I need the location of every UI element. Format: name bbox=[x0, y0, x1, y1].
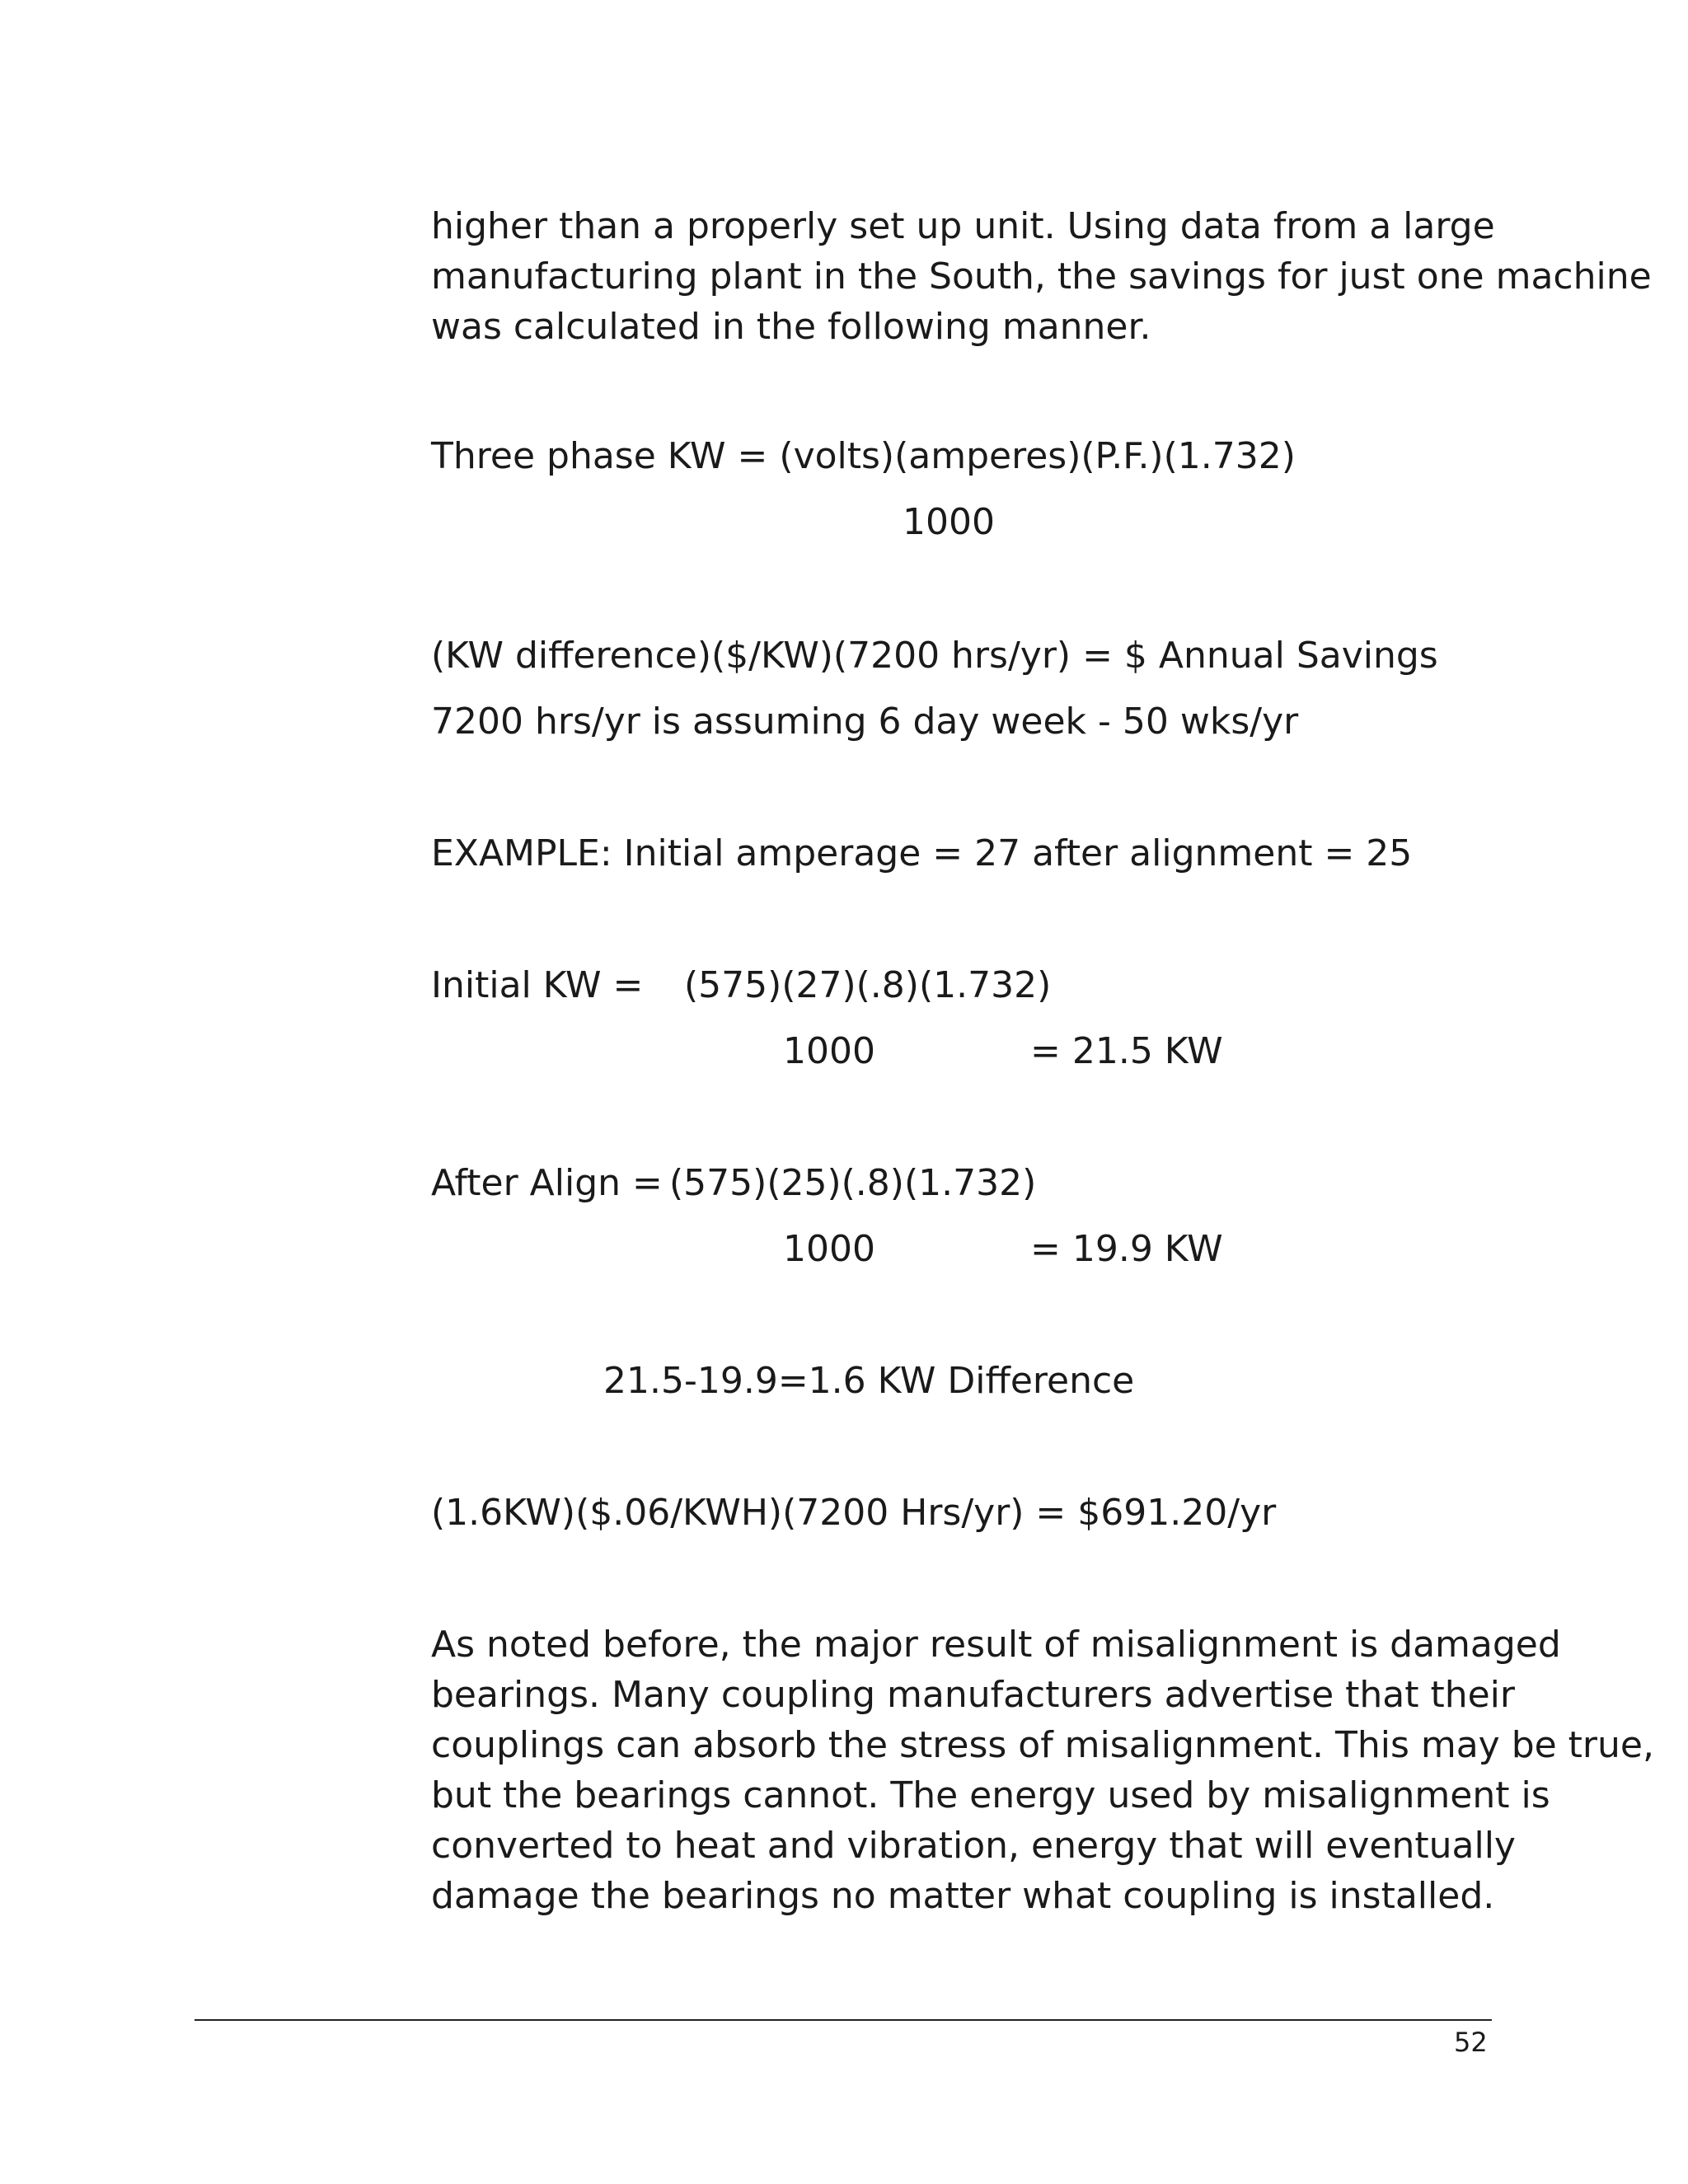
initial-kw-numerator: (575)(27)(.8)(1.732) bbox=[684, 964, 1052, 1006]
closing-line: but the bearings cannot. The energy used by misalignment is bbox=[431, 1774, 1550, 1816]
after-align-label: After Align = bbox=[431, 1162, 663, 1204]
initial-kw-result: = 21.5 KW bbox=[1030, 1030, 1223, 1072]
hours-assumption: 7200 hrs/yr is assuming 6 day week - 50 wks/yr bbox=[431, 701, 1299, 743]
intro-line: was calculated in the following manner. bbox=[431, 306, 1151, 348]
intro-line: manufacturing plant in the South, the savings for just one machine bbox=[431, 255, 1652, 298]
closing-line: As noted before, the major result of misalignment is damaged bbox=[431, 1624, 1561, 1666]
kw-formula-numerator: Three phase KW = (volts)(amperes)(P.F.)(1.732) bbox=[431, 435, 1296, 477]
annual-savings-result: (1.6KW)($.06/KWH)(7200 Hrs/yr) = $691.20/yr bbox=[431, 1492, 1277, 1534]
initial-kw-label: Initial KW = bbox=[431, 964, 644, 1006]
page-number: 52 bbox=[1454, 2027, 1488, 2058]
closing-paragraph bbox=[431, 1619, 1654, 1921]
closing-line: bearings. Many coupling manufacturers advertise that their bbox=[431, 1674, 1515, 1716]
closing-line: damage the bearings no matter what coupling is installed. bbox=[431, 1875, 1495, 1917]
after-align-result: = 19.9 KW bbox=[1030, 1228, 1223, 1270]
closing-line: couplings can absorb the stress of misalignment. This may be true, bbox=[431, 1724, 1654, 1766]
footer-divider bbox=[195, 2019, 1492, 2021]
after-align-denominator: 1000 bbox=[783, 1228, 875, 1270]
example-label: EXAMPLE: Initial amperage = 27 after alignment = 25 bbox=[431, 832, 1413, 874]
kw-formula-denominator: 1000 bbox=[903, 501, 995, 543]
initial-kw-denominator: 1000 bbox=[783, 1030, 875, 1072]
savings-formula: (KW difference)($/KW)(7200 hrs/yr) = $ Annual Savings bbox=[431, 635, 1438, 677]
intro-line: higher than a properly set up unit. Using data from a large bbox=[431, 205, 1495, 247]
after-align-numerator: (575)(25)(.8)(1.732) bbox=[669, 1162, 1037, 1204]
kw-difference: 21.5-19.9=1.6 KW Difference bbox=[603, 1360, 1135, 1402]
intro-paragraph bbox=[431, 201, 1652, 352]
closing-line: converted to heat and vibration, energy that will eventually bbox=[431, 1825, 1516, 1867]
